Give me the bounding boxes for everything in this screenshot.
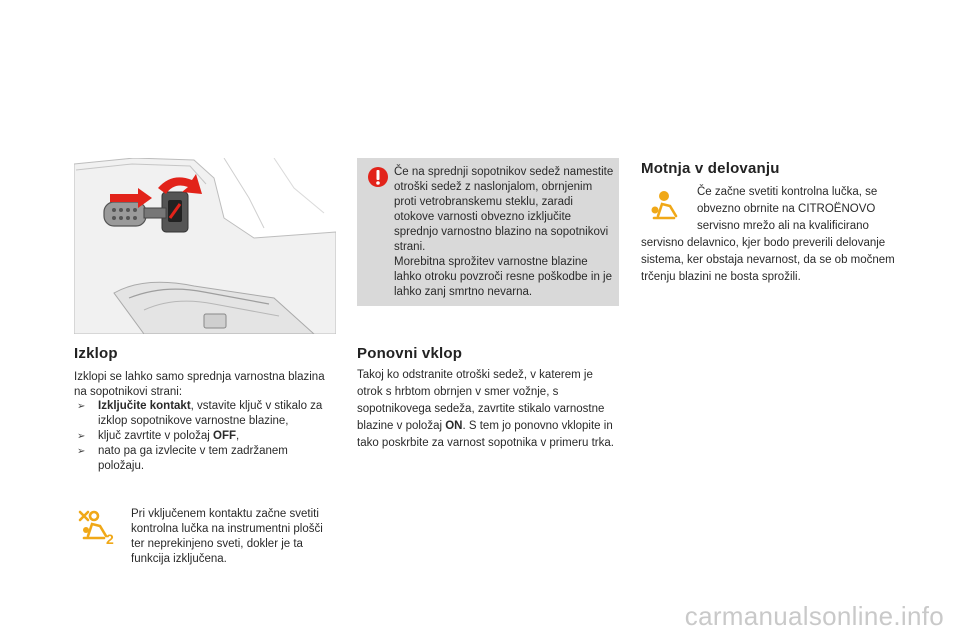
section-title-izklop: Izklop [74,345,118,362]
airbag-switch-illustration [74,158,336,334]
warning-paragraph-1: Če na sprednji sopotnikov sedež namestite otroški sedež z naslonjalom, obrnjenim proti vetrobranskemu steklu, zaradi otokove varnosti obvezno izključite sprednjo varnostno blazino na sopotnikovi strani. [394,166,614,253]
arrow-bullet-icon: ➢ [77,431,86,442]
arrow-bullet-icon: ➢ [77,401,86,412]
passenger-airbag-off-icon [78,510,118,546]
warning-paragraph-2: Morebitna sprožitev varnostne blazine lahko otroku povzroči resne poškodbe in je lahko zanj smrtno nevarna. [394,256,612,298]
motnja-text-2: servisno delavnico, kjer bodo preverili delovanje sistema, ker obstaja nevarnost, da se ob močnem trčenju blazini ne bosta sprožili. [641,237,895,283]
bold-text: Izključite kontakt [98,400,191,412]
izklop-steps-list [74,399,336,474]
list-item [74,444,336,474]
indicator-note-text: Pri vključenem kontaktu začne svetiti kontrolna lučka na instrumentni plošči ter neprekinjeno sveti, dokler je ta funkcija izključena. [131,508,323,565]
watermark: carmanualsonline.info [684,601,944,631]
motnja-text-1: Če začne svetiti kontrolna lučka, se obvezno obrnite na CITROËNOVO servisno mrežo ali na kvalificirano [697,186,878,232]
warning-text [394,165,614,300]
list-item [74,399,336,429]
bold-text: OFF [213,430,237,442]
exclamation-warning-icon [367,166,389,188]
section-title-ponovni-vklop: Ponovni vklop [357,345,463,362]
list-item [74,429,336,444]
step-text: , [236,430,240,442]
bold-text: ON [445,420,463,432]
section-title-motnja: Motnja v delovanju [641,160,780,177]
ponovni-vklop-text [357,367,619,452]
arrow-bullet-icon: ➢ [77,446,86,457]
svg-text:2: 2 [106,531,114,546]
step-text: , vstavite ključ v stikalo za izklop sopotnikove varnostne blazine, [98,400,323,427]
paragraph-text: Takoj ko odstranite otroški sedež, v katerem je otrok s hrbtom obrnjen v smer vožnje, s sopotnikovega sedeža, zavrtite stikalo varnostne blazine v položaj [357,369,605,432]
step-text: nato pa ga izvlecite v tem zadržanem položaju. [98,445,288,472]
paragraph-text: . S tem jo ponovno vklopite in tako poskrbite za varnost sopotnika v primeru trka. [357,420,614,449]
izklop-intro-text: Izklopi se lahko samo sprednja varnostna blazina na sopotnikovi strani: [74,371,325,398]
step-text: ključ zavrtite v položaj [98,430,214,442]
warning-box [357,158,619,306]
airbag-malfunction-icon [646,190,686,226]
